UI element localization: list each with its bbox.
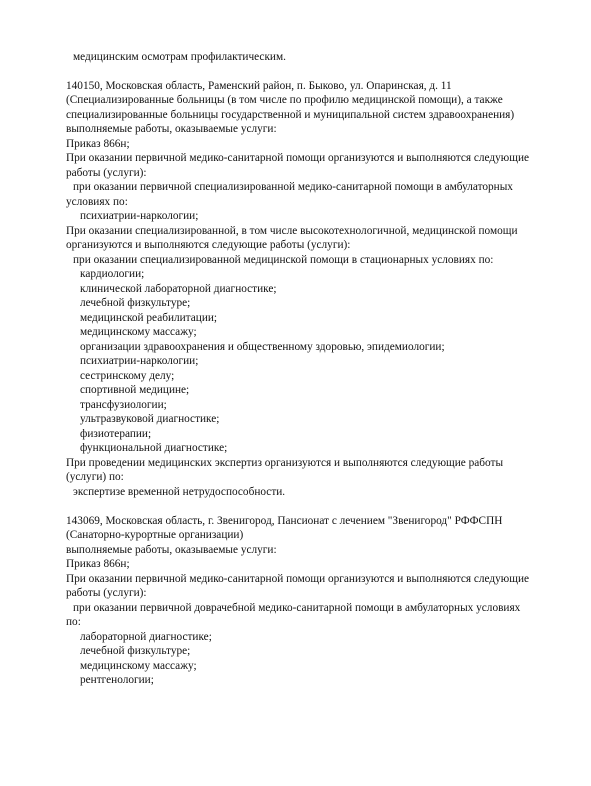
text-line: При оказании первичной медико-санитарной помощи организуются и выполняются следующие xyxy=(66,573,530,585)
list-item: рентгенологии; xyxy=(80,674,154,686)
list-item: физиотерапии; xyxy=(80,428,152,440)
list-item: трансфузиологии; xyxy=(80,399,167,411)
list-item: ультразвуковой диагностике; xyxy=(80,413,220,425)
text-line: (Специализированные больницы (в том числе по профилю медицинской помощи), а также xyxy=(66,94,503,106)
list-item: психиатрии-наркологии; xyxy=(80,210,199,222)
text-line: медицинским осмотрам профилактическим. xyxy=(73,51,286,63)
text-line: (Санаторно-курортные организации) xyxy=(66,529,244,541)
list-item: лечебной физкультуре; xyxy=(80,645,191,657)
list-item: психиатрии-наркологии; xyxy=(80,355,199,367)
list-item: лечебной физкультуре; xyxy=(80,297,191,309)
text-line: при оказании специализированной медицинской помощи в стационарных условиях по: xyxy=(73,254,494,266)
text-line: условиях по: xyxy=(66,196,128,208)
list-item: функциональной диагностике; xyxy=(80,442,228,454)
list-item: кардиологии; xyxy=(80,268,145,280)
text-line: При проведении медицинских экспертиз организуются и выполняются следующие работы xyxy=(66,457,504,469)
list-item: клинической лабораторной диагностике; xyxy=(80,283,277,295)
list-item: лабораторной диагностике; xyxy=(80,631,212,643)
text-line: При оказании специализированной, в том числе высокотехнологичной, медицинской помощи xyxy=(66,225,518,237)
text-line: по: xyxy=(66,616,81,628)
text-line: При оказании первичной медико-санитарной помощи организуются и выполняются следующие xyxy=(66,152,530,164)
text-line: выполняемые работы, оказываемые услуги: xyxy=(66,544,277,556)
list-item: организации здравоохранения и общественному здоровью, эпидемиологии; xyxy=(80,341,445,353)
text-line: выполняемые работы, оказываемые услуги: xyxy=(66,123,277,135)
text-line: Приказ 866н; xyxy=(66,558,130,570)
list-item: спортивной медицине; xyxy=(80,384,190,396)
text-line: специализированные больницы государственной и муниципальной систем здравоохранения) xyxy=(66,109,515,121)
list-item: медицинскому массажу; xyxy=(80,660,197,672)
list-item: медицинской реабилитации; xyxy=(80,312,218,324)
text-line: Приказ 866н; xyxy=(66,138,130,150)
text-line: работы (услуги): xyxy=(66,587,147,599)
text-line: (услуги) по: xyxy=(66,471,124,483)
text-line: экспертизе временной нетрудоспособности. xyxy=(73,486,286,498)
list-item: медицинскому массажу; xyxy=(80,326,197,338)
text-line: организуются и выполняются следующие работы (услуги): xyxy=(66,239,351,251)
list-item: сестринскому делу; xyxy=(80,370,175,382)
text-line: при оказании первичной доврачебной медико-санитарной помощи в амбулаторных условиях xyxy=(73,602,521,614)
address-heading: 140150, Московская область, Раменский район, п. Быково, ул. Опаринская, д. 11 xyxy=(66,80,452,92)
address-heading: 143069, Московская область, г. Звенигород, Пансионат с лечением "Звенигород" РФФСПН xyxy=(66,515,503,527)
text-line: работы (услуги): xyxy=(66,167,147,179)
text-line: при оказании первичной специализированной медико-санитарной помощи в амбулаторных xyxy=(73,181,513,193)
